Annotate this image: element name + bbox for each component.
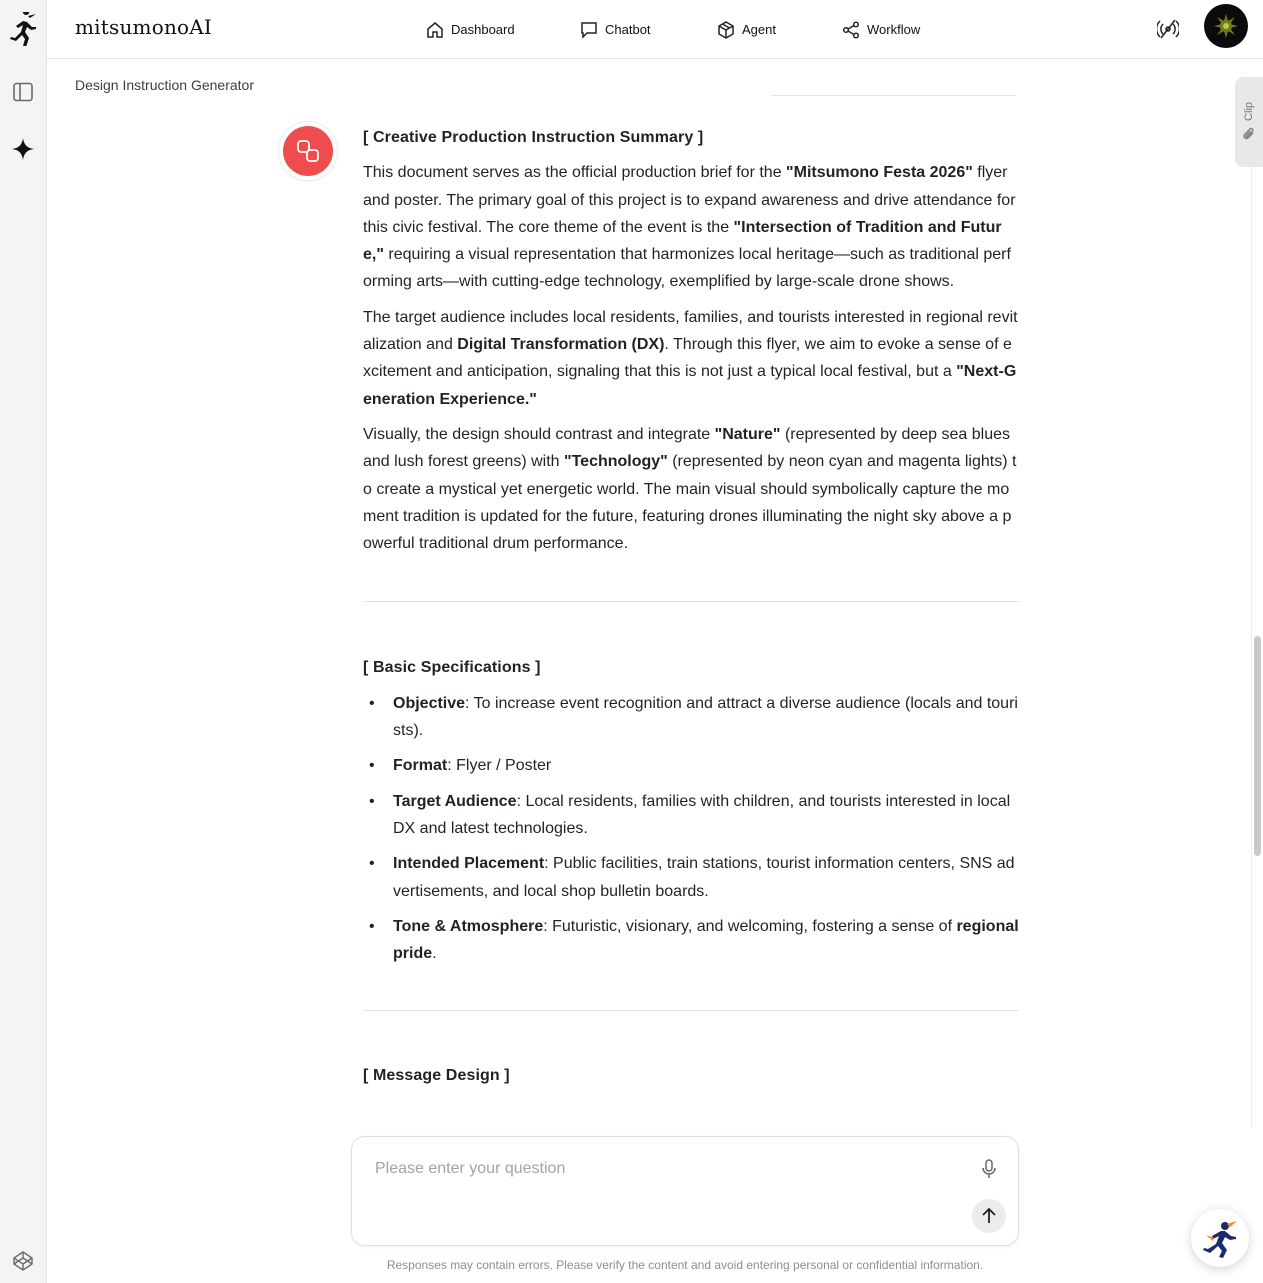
section-heading: [ Basic Specifications ] [363,659,541,677]
section-heading: [ Message Design ] [363,1067,510,1085]
disclaimer: Responses may contain errors. Please verify the content and avoid entering personal or confidential information. [386,1258,984,1272]
chat-input-box[interactable] [351,1136,1019,1246]
paperclip-icon [1242,126,1256,142]
send-button[interactable] [972,1199,1006,1233]
divider [772,95,1016,96]
paragraph: This document serves as the official production brief for the "Mitsumono Festa 2026" flyer and poster. The primary goal of this project is to expand awareness and drive attendance for this civic festival. The core theme of the event is the "Intersection of Tradition and Future," requiring a visual representation that harmonizes local heritage—such as traditional performing arts—with cutting-edge technology, exemplified by large-scale drone shows. [363,164,1016,291]
scrollbar-thumb[interactable] [1254,636,1261,856]
cube-icon [716,20,736,40]
top-bar [47,0,1263,59]
broadcast-icon[interactable] [1156,17,1180,41]
divider [363,601,1019,602]
microphone-icon[interactable] [977,1157,1001,1181]
home-icon [425,20,445,40]
bot-logo-icon [294,137,322,165]
clip-label: Clip [1243,101,1255,121]
ninja-logo-icon[interactable] [8,14,38,44]
nav-dashboard[interactable] [425,0,515,59]
sparkle-icon[interactable] [8,134,38,164]
list-item: • Tone & Atmosphere: Futuristic, visionary, and welcoming, fostering a sense of regional pride. [363,913,1019,968]
bot-avatar [279,122,337,180]
list-item: • Format: Flyer / Poster [363,752,1019,779]
brand-name[interactable]: mitsumonoAI [75,15,213,39]
nav-agent[interactable] [716,0,776,59]
nav-label: Dashboard [451,22,515,37]
question-input[interactable] [375,1157,955,1181]
nav-label: Chatbot [605,22,651,37]
assistant-fab-button[interactable] [1191,1209,1249,1267]
paragraph: The target audience includes local residents, families, and tourists interested in regional revitalization and Digital Transformation (DX). Through this flyer, we aim to evoke a sense of excitement and anticipation, signaling that this is not just a typical local festival, but a "Next-Generation Experience." [363,308,1018,408]
nav-label: Agent [742,22,776,37]
assistant-message [363,124,1019,1098]
list-item: • Intended Placement: Public facilities, train stations, tourist information centers, SNS advertisements, and local shop bulletin boards. [363,850,1019,905]
user-avatar[interactable] [1204,4,1248,48]
nav-label: Workflow [867,22,921,37]
arrow-up-icon [981,1207,997,1225]
clip-tab[interactable] [1235,77,1263,167]
nav-workflow[interactable] [841,0,920,59]
ninja-mascot-icon [1200,1218,1240,1258]
list-item: • Objective: To increase event recognition and attract a diverse audience (locals and tourists). [363,690,1019,745]
spec-list [363,690,1019,968]
list-item: • Target Audience: Local residents, families with children, and tourists interested in local DX and latest technologies. [363,788,1019,843]
sidebar-toggle-icon[interactable] [8,77,38,107]
share-nodes-icon [841,20,861,40]
nav-chatbot[interactable] [579,0,651,59]
paragraph: Visually, the design should contrast and integrate "Nature" (represented by deep sea blues and lush forest greens) with "Technology" (represented by neon cyan and magenta lights) to create a mystical yet energetic world. The main visual should symbolically capture the moment tradition is updated for the future, featuring drones illuminating the night sky above a powerful traditional drum performance. [363,425,1017,553]
chat-bubble-icon [579,20,599,40]
divider [363,1010,1019,1011]
codepen-icon[interactable] [8,1246,38,1276]
left-rail [0,0,47,1283]
section-heading: [ Creative Production Instruction Summary ] [363,129,704,146]
page-title: Design Instruction Generator [75,77,254,93]
